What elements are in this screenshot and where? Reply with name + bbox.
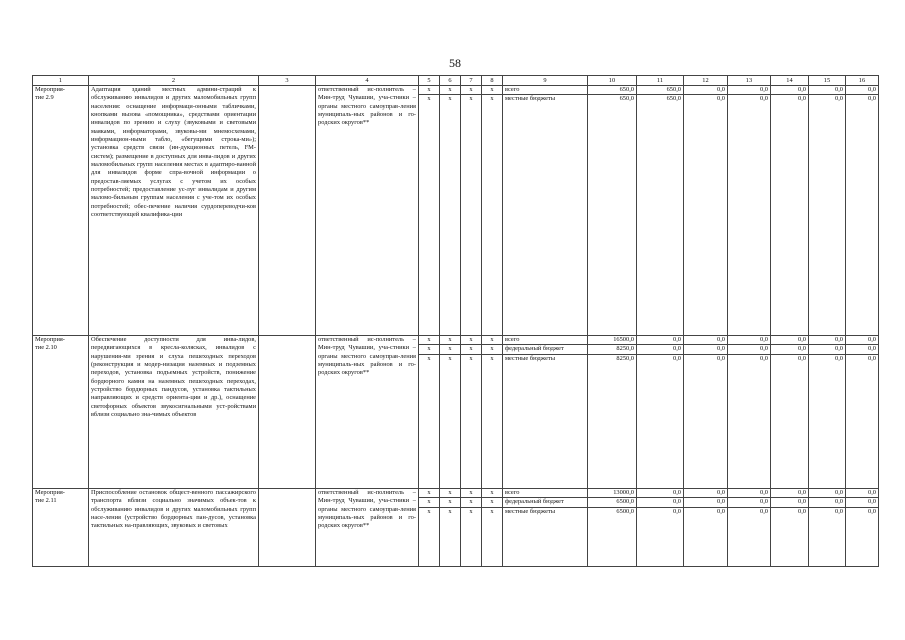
funding-line-c5: x — [419, 489, 439, 498]
funding-line-c5: x — [419, 498, 439, 507]
column-number: 1 — [33, 76, 89, 86]
cell-c10 — [588, 336, 637, 489]
cell-c6 — [440, 336, 461, 489]
funding-line-c5: x — [419, 336, 439, 345]
funding-line-c10: 650,0 — [588, 86, 636, 95]
funding-line-c10: 16500,0 — [588, 336, 636, 345]
table-row — [33, 336, 879, 489]
funding-line-c12: 0,0 — [717, 354, 725, 362]
funding-line-c5: x — [427, 354, 431, 362]
cell-c7 — [461, 86, 482, 336]
cell-c15 — [809, 489, 846, 567]
funding-line-c10: 8250,0 — [588, 345, 636, 354]
responsible-executor: ответственный ис-полнитель – Мин-труд Чувашии, уча-стники – органы местного самоуправ-ления муниципаль-ных районов и го-родских округов** — [316, 86, 419, 336]
funding-line-c11: 650,0 — [666, 95, 681, 103]
cell-c11 — [637, 489, 684, 567]
funding-line-c11: 650,0 — [637, 86, 683, 95]
funding-line-c8: x — [490, 354, 494, 362]
funding-line-c5: x — [427, 95, 431, 103]
funding-line-c16: 0,0 — [868, 95, 876, 103]
funding-line-c7: x — [461, 336, 481, 345]
funding-line-c15: 0,0 — [809, 498, 845, 507]
funding-line-c12: 0,0 — [684, 86, 727, 95]
column-3-cell — [259, 336, 316, 489]
funding-line-c16: 0,0 — [846, 86, 878, 95]
column-number: 8 — [482, 76, 503, 86]
funding-line-c12: 0,0 — [684, 336, 727, 345]
column-number: 4 — [316, 76, 419, 86]
funding-line-c13: 0,0 — [760, 507, 768, 515]
funding-line-c10: 6500,0 — [588, 498, 636, 507]
funding-line-c12: 0,0 — [684, 498, 727, 507]
cell-c15 — [809, 336, 846, 489]
funding-line-c14: 0,0 — [771, 86, 808, 95]
cell-c14 — [771, 489, 809, 567]
funding-line-c14: 0,0 — [771, 336, 808, 345]
table-body — [33, 76, 879, 567]
column-number: 3 — [259, 76, 316, 86]
funding-line-c7: x — [461, 498, 481, 507]
funding-line-c10: 6500,0 — [616, 507, 634, 515]
funding-line-c15: 0,0 — [809, 489, 845, 498]
column-number: 14 — [771, 76, 809, 86]
cell-source — [503, 86, 588, 336]
column-number: 6 — [440, 76, 461, 86]
funding-line-source: местные бюджеты — [505, 95, 556, 103]
cell-c14 — [771, 86, 809, 336]
column-3-cell — [259, 489, 316, 567]
funding-line-c8: x — [482, 345, 502, 354]
funding-line-c13: 0,0 — [728, 489, 770, 498]
column-number: 15 — [809, 76, 846, 86]
funding-line-c13: 0,0 — [760, 354, 768, 362]
cell-c8 — [482, 489, 503, 567]
funding-line-c8: x — [482, 86, 502, 95]
cell-c12 — [684, 489, 728, 567]
funding-line-c10: 650,0 — [619, 95, 634, 103]
column-3-cell — [259, 86, 316, 336]
funding-line-c11: 0,0 — [637, 498, 683, 507]
funding-line-c7: x — [461, 489, 481, 498]
funding-line-c16: 0,0 — [868, 507, 876, 515]
cell-c16 — [846, 336, 879, 489]
responsible-executor: ответственный ис-полнитель – Мин-труд Чувашии, уча-стники – органы местного самоуправ-ления муниципаль-ных районов и го-родских округов** — [316, 336, 419, 489]
funding-line-c15: 0,0 — [809, 336, 845, 345]
funding-line-c7: x — [469, 354, 473, 362]
funding-line-c12: 0,0 — [684, 345, 727, 354]
cell-source — [503, 336, 588, 489]
funding-line-c8: x — [490, 507, 494, 515]
column-number: 12 — [684, 76, 728, 86]
column-number: 7 — [461, 76, 482, 86]
funding-line-c13: 0,0 — [760, 95, 768, 103]
measure-description: Адаптация зданий местных админи-страций к обслуживанию инвалидов и других маломобильных групп населения: оснащение информаци-онными табличками, кнопками вызова «помощника», средствами ориентации инвалидов по зрению и слуху (звуковыми и световыми маяками, информаторами, звуковы-ми мнемосхемами, информацион-ными табло, «бегущими строка-ми»); установка средств связи (ин-дукционных петель, FM-систем); размещение в доступных для инва-лидов и других маломобильных групп населения местах в адаптиро-ванной для инвалидов форме спра-вочной информации о предостав-ляемых услугах с учетом их особых потребностей; предоставление ус-луг инвалидам и другим маломо-бильным группам населения с уче-том их особых потребностей; обес-печение наличия сурдопереводчи-ков соответствующей квалифика-ции — [89, 86, 259, 336]
column-number: 13 — [728, 76, 771, 86]
funding-line-c11: 0,0 — [637, 489, 683, 498]
cell-c5 — [419, 86, 440, 336]
cell-c5 — [419, 336, 440, 489]
cell-c8 — [482, 86, 503, 336]
funding-line-c6: x — [440, 336, 460, 345]
cell-c6 — [440, 86, 461, 336]
funding-line-source: всего — [503, 336, 587, 345]
funding-line-c12: 0,0 — [717, 507, 725, 515]
funding-line-c13: 0,0 — [728, 498, 770, 507]
cell-c11 — [637, 86, 684, 336]
column-number: 9 — [503, 76, 588, 86]
funding-line-c8: x — [482, 489, 502, 498]
funding-line-c6: x — [448, 95, 452, 103]
funding-line-c16: 0,0 — [846, 345, 878, 354]
cell-source — [503, 489, 588, 567]
funding-line-c13: 0,0 — [728, 86, 770, 95]
cell-c12 — [684, 336, 728, 489]
cell-c11 — [637, 336, 684, 489]
cell-c13 — [728, 336, 771, 489]
funding-line-c15: 0,0 — [809, 86, 845, 95]
measure-id: Мероприя- тие 2.9 — [33, 86, 89, 336]
cell-c15 — [809, 86, 846, 336]
funding-line-c8: x — [490, 95, 494, 103]
funding-line-c15: 0,0 — [835, 507, 843, 515]
measure-id: Мероприя- тие 2.11 — [33, 489, 89, 567]
funding-line-c14: 0,0 — [798, 95, 806, 103]
cell-c14 — [771, 336, 809, 489]
funding-line-c16: 0,0 — [846, 489, 878, 498]
cell-c13 — [728, 86, 771, 336]
funding-line-c6: x — [440, 489, 460, 498]
funding-line-c6: x — [440, 345, 460, 354]
cell-c7 — [461, 489, 482, 567]
cell-c16 — [846, 489, 879, 567]
column-number: 11 — [637, 76, 684, 86]
funding-line-c14: 0,0 — [771, 345, 808, 354]
column-number: 16 — [846, 76, 879, 86]
funding-line-c11: 0,0 — [673, 507, 681, 515]
cell-c7 — [461, 336, 482, 489]
funding-line-c16: 0,0 — [868, 354, 876, 362]
measure-description: Приспособление остановок общест-венного пассажирского транспорта вблизи социально значимых объек-тов к обслуживанию инвалидов и других маломобильных групп насе-ления (устройство бордюрных пан-дусов, установка тактильных на-правляющих, звуковых и световых — [89, 489, 259, 567]
funding-line-c8: x — [482, 498, 502, 507]
funding-line-c6: x — [440, 498, 460, 507]
funding-line-c14: 0,0 — [771, 498, 808, 507]
funding-line-c14: 0,0 — [771, 489, 808, 498]
funding-line-c13: 0,0 — [728, 345, 770, 354]
funding-line-c12: 0,0 — [684, 489, 727, 498]
measure-description: Обеспечение доступности для инва-лидов, передвигающихся в кресла-колясках, инвалидов с нарушения-ми зрения и слуха пешеходных переходов (реконструкция и модер-низация наземных и подземных переходов, установка подъемных устройств, понижение бордюрного камня на наземных пешеходных переходах, устройство бордюрных пандусов, установка тактильных направляющих и средств ориента-ции и др.), оснащение светофорных объектов звукосигнальными уст-ройствами вблизи социально зна-чимых объектов — [89, 336, 259, 489]
funding-line-source: федеральный бюджет — [503, 345, 587, 354]
funding-line-c16: 0,0 — [846, 498, 878, 507]
funding-line-c6: x — [448, 507, 452, 515]
funding-line-c7: x — [469, 507, 473, 515]
funding-line-c13: 0,0 — [728, 336, 770, 345]
funding-line-c11: 0,0 — [637, 336, 683, 345]
funding-line-source: всего — [503, 86, 587, 95]
cell-c8 — [482, 336, 503, 489]
funding-line-c7: x — [469, 95, 473, 103]
funding-line-source: федеральный бюджет — [503, 498, 587, 507]
funding-line-c10: 13000,0 — [588, 489, 636, 498]
funding-line-c5: x — [427, 507, 431, 515]
funding-line-c5: x — [419, 86, 439, 95]
cell-c13 — [728, 489, 771, 567]
funding-line-source: местные бюджеты — [505, 507, 556, 515]
funding-line-c5: x — [419, 345, 439, 354]
funding-line-c15: 0,0 — [809, 345, 845, 354]
table-row — [33, 489, 879, 567]
cell-c10 — [588, 86, 637, 336]
funding-line-c6: x — [448, 354, 452, 362]
funding-line-source: всего — [503, 489, 587, 498]
funding-line-c16: 0,0 — [846, 336, 878, 345]
funding-line-c15: 0,0 — [835, 95, 843, 103]
cell-c16 — [846, 86, 879, 336]
table-row — [33, 86, 879, 336]
column-number: 2 — [89, 76, 259, 86]
column-number: 5 — [419, 76, 440, 86]
funding-line-source: местные бюджеты — [505, 354, 556, 362]
funding-line-c14: 0,0 — [798, 507, 806, 515]
column-number: 10 — [588, 76, 637, 86]
funding-line-c15: 0,0 — [835, 354, 843, 362]
column-number-row — [33, 76, 879, 86]
funding-line-c12: 0,0 — [717, 95, 725, 103]
cell-c5 — [419, 489, 440, 567]
funding-line-c14: 0,0 — [798, 354, 806, 362]
measure-id: Мероприя- тие 2.10 — [33, 336, 89, 489]
funding-line-c10: 8250,0 — [616, 354, 634, 362]
cell-c6 — [440, 489, 461, 567]
funding-line-c7: x — [461, 86, 481, 95]
responsible-executor: ответственный ис-полнитель – Мин-труд Чувашии, уча-стники – органы местного самоуправ-ления муниципаль-ных районов и го-родских округов** — [316, 489, 419, 567]
cell-c12 — [684, 86, 728, 336]
cell-c10 — [588, 489, 637, 567]
funding-line-c8: x — [482, 336, 502, 345]
page-number: 58 — [449, 56, 461, 70]
program-table — [32, 75, 879, 567]
funding-line-c11: 0,0 — [673, 354, 681, 362]
funding-line-c7: x — [461, 345, 481, 354]
funding-line-c11: 0,0 — [637, 345, 683, 354]
funding-line-c6: x — [440, 86, 460, 95]
